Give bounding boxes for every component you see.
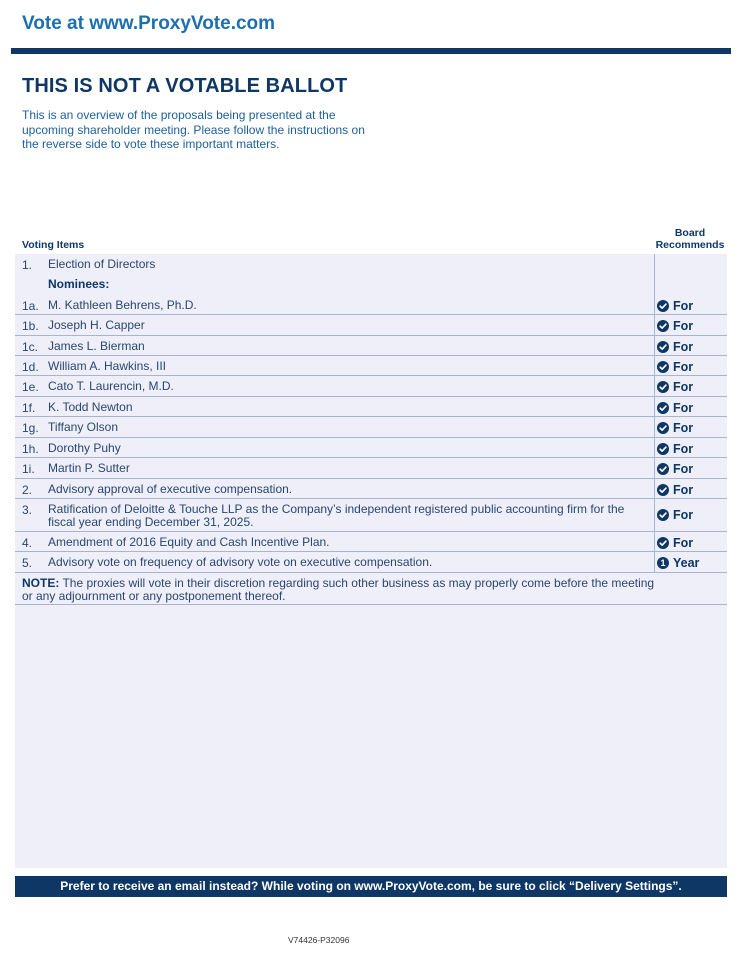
note-label: NOTE: bbox=[22, 576, 60, 590]
footer-banner: Prefer to receive an email instead? While voting on www.ProxyVote.com, be sure to click “Delivery Settings”. bbox=[15, 876, 727, 897]
recommendation-label: For bbox=[673, 340, 694, 354]
top-rule bbox=[11, 48, 731, 54]
item-description: Ratification of Deloitte & Touche LLP as the Company’s independent registered public accounting firm for the fiscal year ending December 31, 2025. bbox=[48, 502, 625, 529]
note-text: The proxies will vote in their discretion regarding such other business as may properly come before the meeting or any adjournment or any postponement thereof. bbox=[22, 576, 655, 603]
checkmark-icon bbox=[657, 422, 669, 434]
note-rule bbox=[15, 604, 727, 605]
recommendation-label: For bbox=[673, 442, 694, 456]
recommendation-label: For bbox=[673, 508, 694, 522]
checkmark-icon bbox=[657, 381, 669, 393]
item-description: K. Todd Newton bbox=[48, 400, 133, 414]
recommendation-label: Year bbox=[673, 556, 700, 570]
table-row bbox=[15, 376, 727, 397]
table-row bbox=[15, 397, 727, 417]
item-number: 4. bbox=[22, 536, 33, 550]
checkmark-icon bbox=[657, 320, 669, 332]
checkmark-icon bbox=[657, 443, 669, 455]
voting-items-header: Voting Items bbox=[22, 239, 85, 251]
item-description: Dorothy Puhy bbox=[48, 441, 121, 455]
item-description: Tiffany Olson bbox=[48, 420, 119, 434]
item-number: 2. bbox=[22, 483, 33, 497]
item-description: M. Kathleen Behrens, Ph.D. bbox=[48, 298, 197, 312]
item-number: 1d. bbox=[22, 360, 39, 374]
item-number: 1. bbox=[22, 258, 33, 272]
recommendation-label: For bbox=[673, 462, 694, 476]
number-one-icon: 1 bbox=[657, 557, 669, 569]
site-title: Vote at www.ProxyVote.com bbox=[22, 13, 276, 34]
board-recommendation bbox=[657, 483, 693, 497]
item-number: 5. bbox=[22, 556, 33, 570]
board-header-line2: Recommends bbox=[655, 238, 725, 251]
item-description: Cato T. Laurencin, M.D. bbox=[48, 379, 174, 393]
recommendation-label: For bbox=[673, 319, 694, 333]
checkmark-icon bbox=[657, 484, 669, 496]
item-description: James L. Bierman bbox=[48, 339, 145, 353]
checkmark-icon bbox=[657, 537, 669, 549]
page-heading: THIS IS NOT A VOTABLE BALLOT bbox=[22, 75, 348, 97]
board-recommendation bbox=[657, 401, 693, 415]
board-recommendation bbox=[657, 340, 693, 354]
table-row bbox=[15, 417, 727, 438]
recommendation-label: For bbox=[673, 380, 694, 394]
item-number: 1e. bbox=[22, 380, 39, 394]
item-number: 1c. bbox=[22, 340, 39, 354]
board-recommendation bbox=[657, 508, 693, 522]
note bbox=[22, 577, 662, 602]
board-recommendation bbox=[657, 380, 693, 394]
board-recommendation bbox=[657, 360, 693, 374]
table-row bbox=[15, 438, 727, 458]
item-number: 1f. bbox=[22, 401, 36, 415]
table-row bbox=[15, 532, 727, 552]
table-row bbox=[15, 479, 727, 499]
board-recommendation bbox=[657, 462, 693, 476]
checkmark-icon bbox=[657, 341, 669, 353]
board-recommendation bbox=[657, 536, 693, 550]
board-recommends-header bbox=[652, 228, 728, 251]
item-number: 1g. bbox=[22, 421, 39, 435]
table-row bbox=[15, 295, 727, 315]
item-description: Election of Directors bbox=[48, 257, 156, 271]
board-recommendation bbox=[657, 421, 693, 435]
table-row bbox=[15, 499, 727, 532]
checkmark-icon bbox=[657, 361, 669, 373]
table-row bbox=[15, 356, 727, 376]
table-row bbox=[15, 458, 727, 479]
item-description: Amendment of 2016 Equity and Cash Incentive Plan. bbox=[48, 535, 330, 549]
table-row bbox=[15, 336, 727, 356]
item-description: Martin P. Sutter bbox=[48, 461, 130, 475]
board-recommendation bbox=[657, 556, 699, 570]
recommendation-label: For bbox=[673, 299, 694, 313]
board-recommendation bbox=[657, 319, 693, 333]
item-number: 3. bbox=[22, 503, 33, 517]
checkmark-icon bbox=[657, 463, 669, 475]
intro-text: This is an overview of the proposals being presented at the upcoming shareholder meeting. Please follow the instructions on the reverse side to vote these important matters. bbox=[22, 108, 365, 152]
checkmark-icon bbox=[657, 300, 669, 312]
item-description: William A. Hawkins, III bbox=[48, 359, 167, 373]
item-number: 1a. bbox=[22, 299, 39, 313]
board-recommendation bbox=[657, 442, 693, 456]
board-header-line1: Board bbox=[674, 227, 706, 239]
recommendation-label: For bbox=[673, 401, 694, 415]
document-code: V74426-P32096 bbox=[288, 935, 350, 945]
checkmark-icon bbox=[657, 402, 669, 414]
table-row bbox=[15, 315, 727, 336]
item-description: Advisory vote on frequency of advisory vote on executive compensation. bbox=[48, 555, 433, 569]
recommendation-label: For bbox=[673, 421, 694, 435]
item-number: 1h. bbox=[22, 442, 39, 456]
nominees-label: Nominees: bbox=[48, 277, 110, 291]
board-recommendation bbox=[657, 299, 693, 313]
checkmark-icon bbox=[657, 509, 669, 521]
item-description: Advisory approval of executive compensation. bbox=[48, 482, 293, 496]
table-row bbox=[15, 552, 727, 573]
item-number: 1b. bbox=[22, 319, 39, 333]
table-row bbox=[15, 254, 727, 274]
item-description: Joseph H. Capper bbox=[48, 318, 145, 332]
recommendation-label: For bbox=[673, 483, 694, 497]
recommendation-label: For bbox=[673, 360, 694, 374]
recommendation-label: For bbox=[673, 536, 694, 550]
table-row bbox=[15, 274, 727, 295]
item-number: 1i. bbox=[22, 462, 35, 476]
